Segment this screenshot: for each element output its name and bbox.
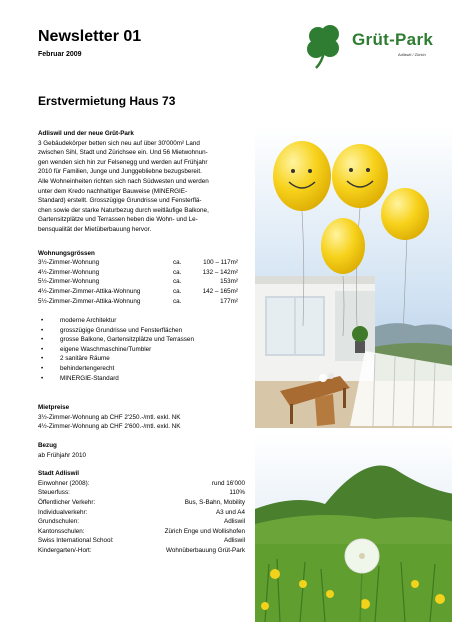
intro-line: chen sowie der starke Naturbezug durch weitläufige Balkone, bbox=[38, 206, 209, 214]
logo-subtitle: Adliswil / Zürich bbox=[398, 52, 426, 57]
stadt-value: Zürich Enge und Wollishofen bbox=[164, 527, 245, 535]
size-ca: ca. bbox=[173, 259, 182, 267]
sizes-title: Wohnungsgrössen bbox=[38, 249, 95, 257]
stadt-label: Grundschulen: bbox=[38, 518, 79, 526]
stadt-row bbox=[38, 508, 245, 518]
stadt-value: rund 16'000 bbox=[211, 479, 245, 487]
stadt-label: Individualverkehr: bbox=[38, 508, 88, 516]
size-row bbox=[38, 277, 245, 287]
stadt-value: Adliswil bbox=[224, 537, 245, 545]
size-value: 100 – 117m² bbox=[203, 259, 238, 267]
size-name: 4½-Zimmer-Wohnung bbox=[38, 268, 100, 276]
stadt-label: Öffentlicher Verkehr: bbox=[38, 499, 96, 506]
size-row bbox=[38, 268, 245, 278]
bezug-title: Bezug bbox=[38, 442, 57, 450]
stadt-value: Bus, S-Bahn, Mobility bbox=[184, 499, 245, 506]
intro-line: Alle Wohneinheiten richten sich nach Südwesten und werden bbox=[38, 177, 209, 185]
features-list bbox=[38, 316, 245, 383]
grut-park-logo bbox=[300, 22, 440, 70]
intro-line: gen wenden sich hin zur Felsenegg und werden auf Frühjahr bbox=[38, 158, 208, 166]
price-line: 3½-Zimmer-Wohnung ab CHF 2'250.-/mtl. exkl. NK bbox=[38, 413, 181, 421]
feature-item: • 2 sanitäre Räume bbox=[38, 354, 245, 364]
size-value: 132 – 142m² bbox=[202, 268, 238, 276]
bezug-text: ab Frühjahr 2010 bbox=[38, 451, 86, 459]
intro-line: unter dem Kredo nachhaltiger Bauweise (MINERGIE- bbox=[38, 187, 188, 195]
size-ca: ca. bbox=[173, 278, 182, 286]
stadt-row bbox=[38, 527, 245, 537]
intro-line: Standard) erstellt. Grosszügige Grundrisse und Fensterflä- bbox=[38, 197, 202, 205]
sizes-table bbox=[38, 258, 245, 306]
feature-item: • moderne Architektur bbox=[38, 316, 245, 326]
meadow-dandelion-photo bbox=[255, 434, 452, 622]
left-column bbox=[38, 129, 245, 556]
feature-item: • eigene Waschmaschine/Tumbler bbox=[38, 345, 245, 355]
cloverleaf-icon bbox=[300, 22, 354, 70]
section-heading: Erstvermietung Haus 73 bbox=[38, 94, 176, 108]
stadt-row bbox=[38, 488, 245, 498]
size-name: 5½-Zimmer-Zimmer-Attika-Wohnung bbox=[38, 297, 141, 305]
logo-text: Grüt-Park bbox=[352, 30, 434, 49]
feature-item: • grosse Balkone, Gartensitzplätze und Terrassen bbox=[38, 335, 245, 345]
size-row bbox=[38, 258, 245, 268]
stadt-table bbox=[38, 479, 245, 556]
stadt-row bbox=[38, 479, 245, 489]
size-row bbox=[38, 287, 245, 297]
prices-title: Mietpreise bbox=[38, 404, 70, 412]
stadt-value: 110% bbox=[229, 489, 245, 497]
balcony-balloons-photo bbox=[255, 126, 452, 428]
feature-item: • behindertengerecht bbox=[38, 364, 245, 374]
intro-line: 2010 für Familien, Junge und Junggebliebne bezugsbereit. bbox=[38, 168, 202, 176]
stadt-label: Steuerfuss: bbox=[38, 489, 70, 497]
newsletter-title: Newsletter 01 bbox=[38, 28, 142, 45]
size-ca: ca. bbox=[173, 268, 182, 276]
intro-line: bensqualität der Mietüberbauung hervor. bbox=[38, 225, 152, 233]
size-value: 142 – 165m² bbox=[202, 287, 238, 295]
intro-line: 3 Gebäudekörper betten sich neu auf über 30'000m² Land bbox=[38, 139, 200, 147]
size-name: 5½-Zimmer-Wohnung bbox=[38, 278, 100, 286]
stadt-row bbox=[38, 536, 245, 546]
size-name: 3½-Zimmer-Wohnung bbox=[38, 259, 100, 267]
intro-line: Gartensitzplätze und Terrassen heben die Wohn- und Le- bbox=[38, 216, 198, 224]
newsletter-date: Februar 2009 bbox=[38, 51, 82, 58]
stadt-label: Kantonsschulen: bbox=[38, 527, 85, 535]
size-value: 153m² bbox=[220, 278, 238, 286]
size-name: 4½-Zimmer-Zimmer-Attika-Wohnung bbox=[38, 287, 141, 295]
size-ca: ca. bbox=[173, 297, 182, 305]
intro-paragraph bbox=[38, 139, 245, 235]
feature-item: • grosszügige Grundrisse und Fensterflächen bbox=[38, 326, 245, 336]
stadt-label: Swiss International School: bbox=[38, 537, 114, 545]
stadt-label: Kindergarten/-Hort: bbox=[38, 546, 92, 554]
stadt-value: Wohnüberbauung Grüt-Park bbox=[166, 546, 245, 554]
stadt-label: Einwohner (2008): bbox=[38, 479, 90, 487]
feature-item: • MINERGIE-Standard bbox=[38, 374, 245, 384]
stadt-row bbox=[38, 517, 245, 527]
stadt-row bbox=[38, 546, 245, 556]
size-row bbox=[38, 297, 245, 307]
size-ca: ca. bbox=[173, 287, 182, 295]
stadt-title: Stadt Adliswil bbox=[38, 470, 80, 478]
size-value: 177m² bbox=[220, 297, 238, 305]
stadt-row bbox=[38, 498, 245, 508]
stadt-value: A3 und A4 bbox=[215, 508, 245, 516]
stadt-value: Adliswil bbox=[224, 518, 245, 526]
intro-title: Adliswil und der neue Grüt-Park bbox=[38, 130, 134, 137]
intro-line: zwischen Sihl, Stadt und Zürichsee ein. Und 56 Mietwohnun- bbox=[38, 149, 208, 157]
price-line: 4½-Zimmer-Wohnung ab CHF 2'600.-/mtl. exkl. NK bbox=[38, 423, 181, 431]
